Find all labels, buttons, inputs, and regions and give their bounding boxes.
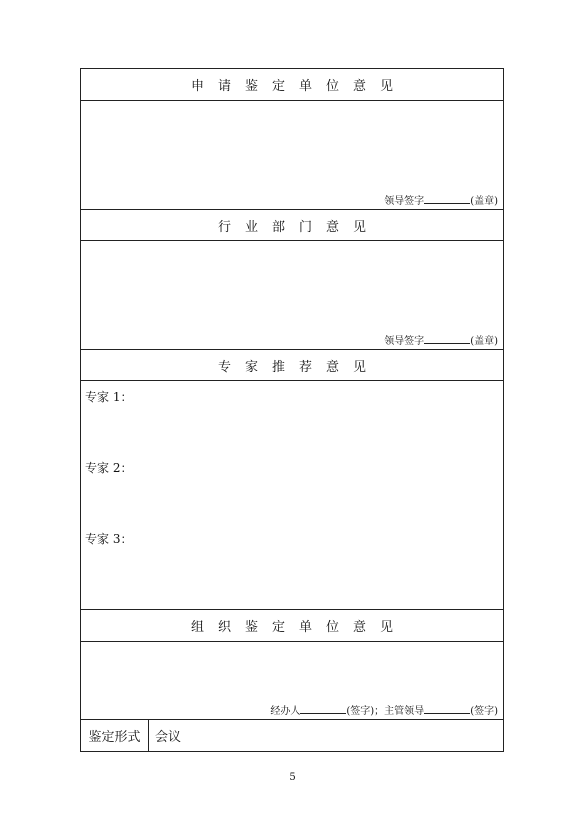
expert-opinion-header — [81, 350, 503, 381]
handler-signature-blank — [300, 704, 346, 714]
organizer-opinion-header — [81, 610, 503, 642]
applicant-signature-line: 领导签字 (盖章) — [384, 196, 498, 207]
appraisal-form-value: 会议 — [155, 730, 182, 745]
expert-opinion-body — [81, 381, 503, 610]
signature-blank — [424, 194, 470, 204]
expert-3-label: 专家 3： — [85, 532, 133, 546]
appraisal-form-label: 鉴定形式 — [81, 720, 149, 751]
organizer-signature-line: 经办人 (签字)；主管领导 (签字) — [270, 706, 498, 717]
industry-opinion-body — [81, 241, 503, 350]
expert-1-label: 专家 1： — [85, 390, 133, 404]
expert-2-label: 专家 2： — [85, 461, 133, 475]
industry-opinion-header — [81, 210, 503, 241]
page-number: 5 — [289, 772, 296, 783]
applicant-opinion-header — [81, 69, 503, 101]
organizer-opinion-title: 组织鉴定单位意见 — [190, 620, 407, 635]
appraisal-form-row — [81, 720, 503, 751]
applicant-opinion-title: 申请鉴定单位意见 — [190, 79, 407, 94]
expert-opinion-title: 专家推荐意见 — [217, 359, 380, 375]
leader-signature-blank — [424, 704, 470, 714]
industry-signature-line: 领导签字 (盖章) — [384, 336, 498, 347]
applicant-opinion-body — [81, 101, 503, 210]
organizer-opinion-body — [81, 642, 503, 720]
signature-blank — [424, 334, 470, 344]
appraisal-opinion-table — [80, 68, 504, 752]
industry-opinion-title: 行业部门意见 — [217, 219, 380, 235]
